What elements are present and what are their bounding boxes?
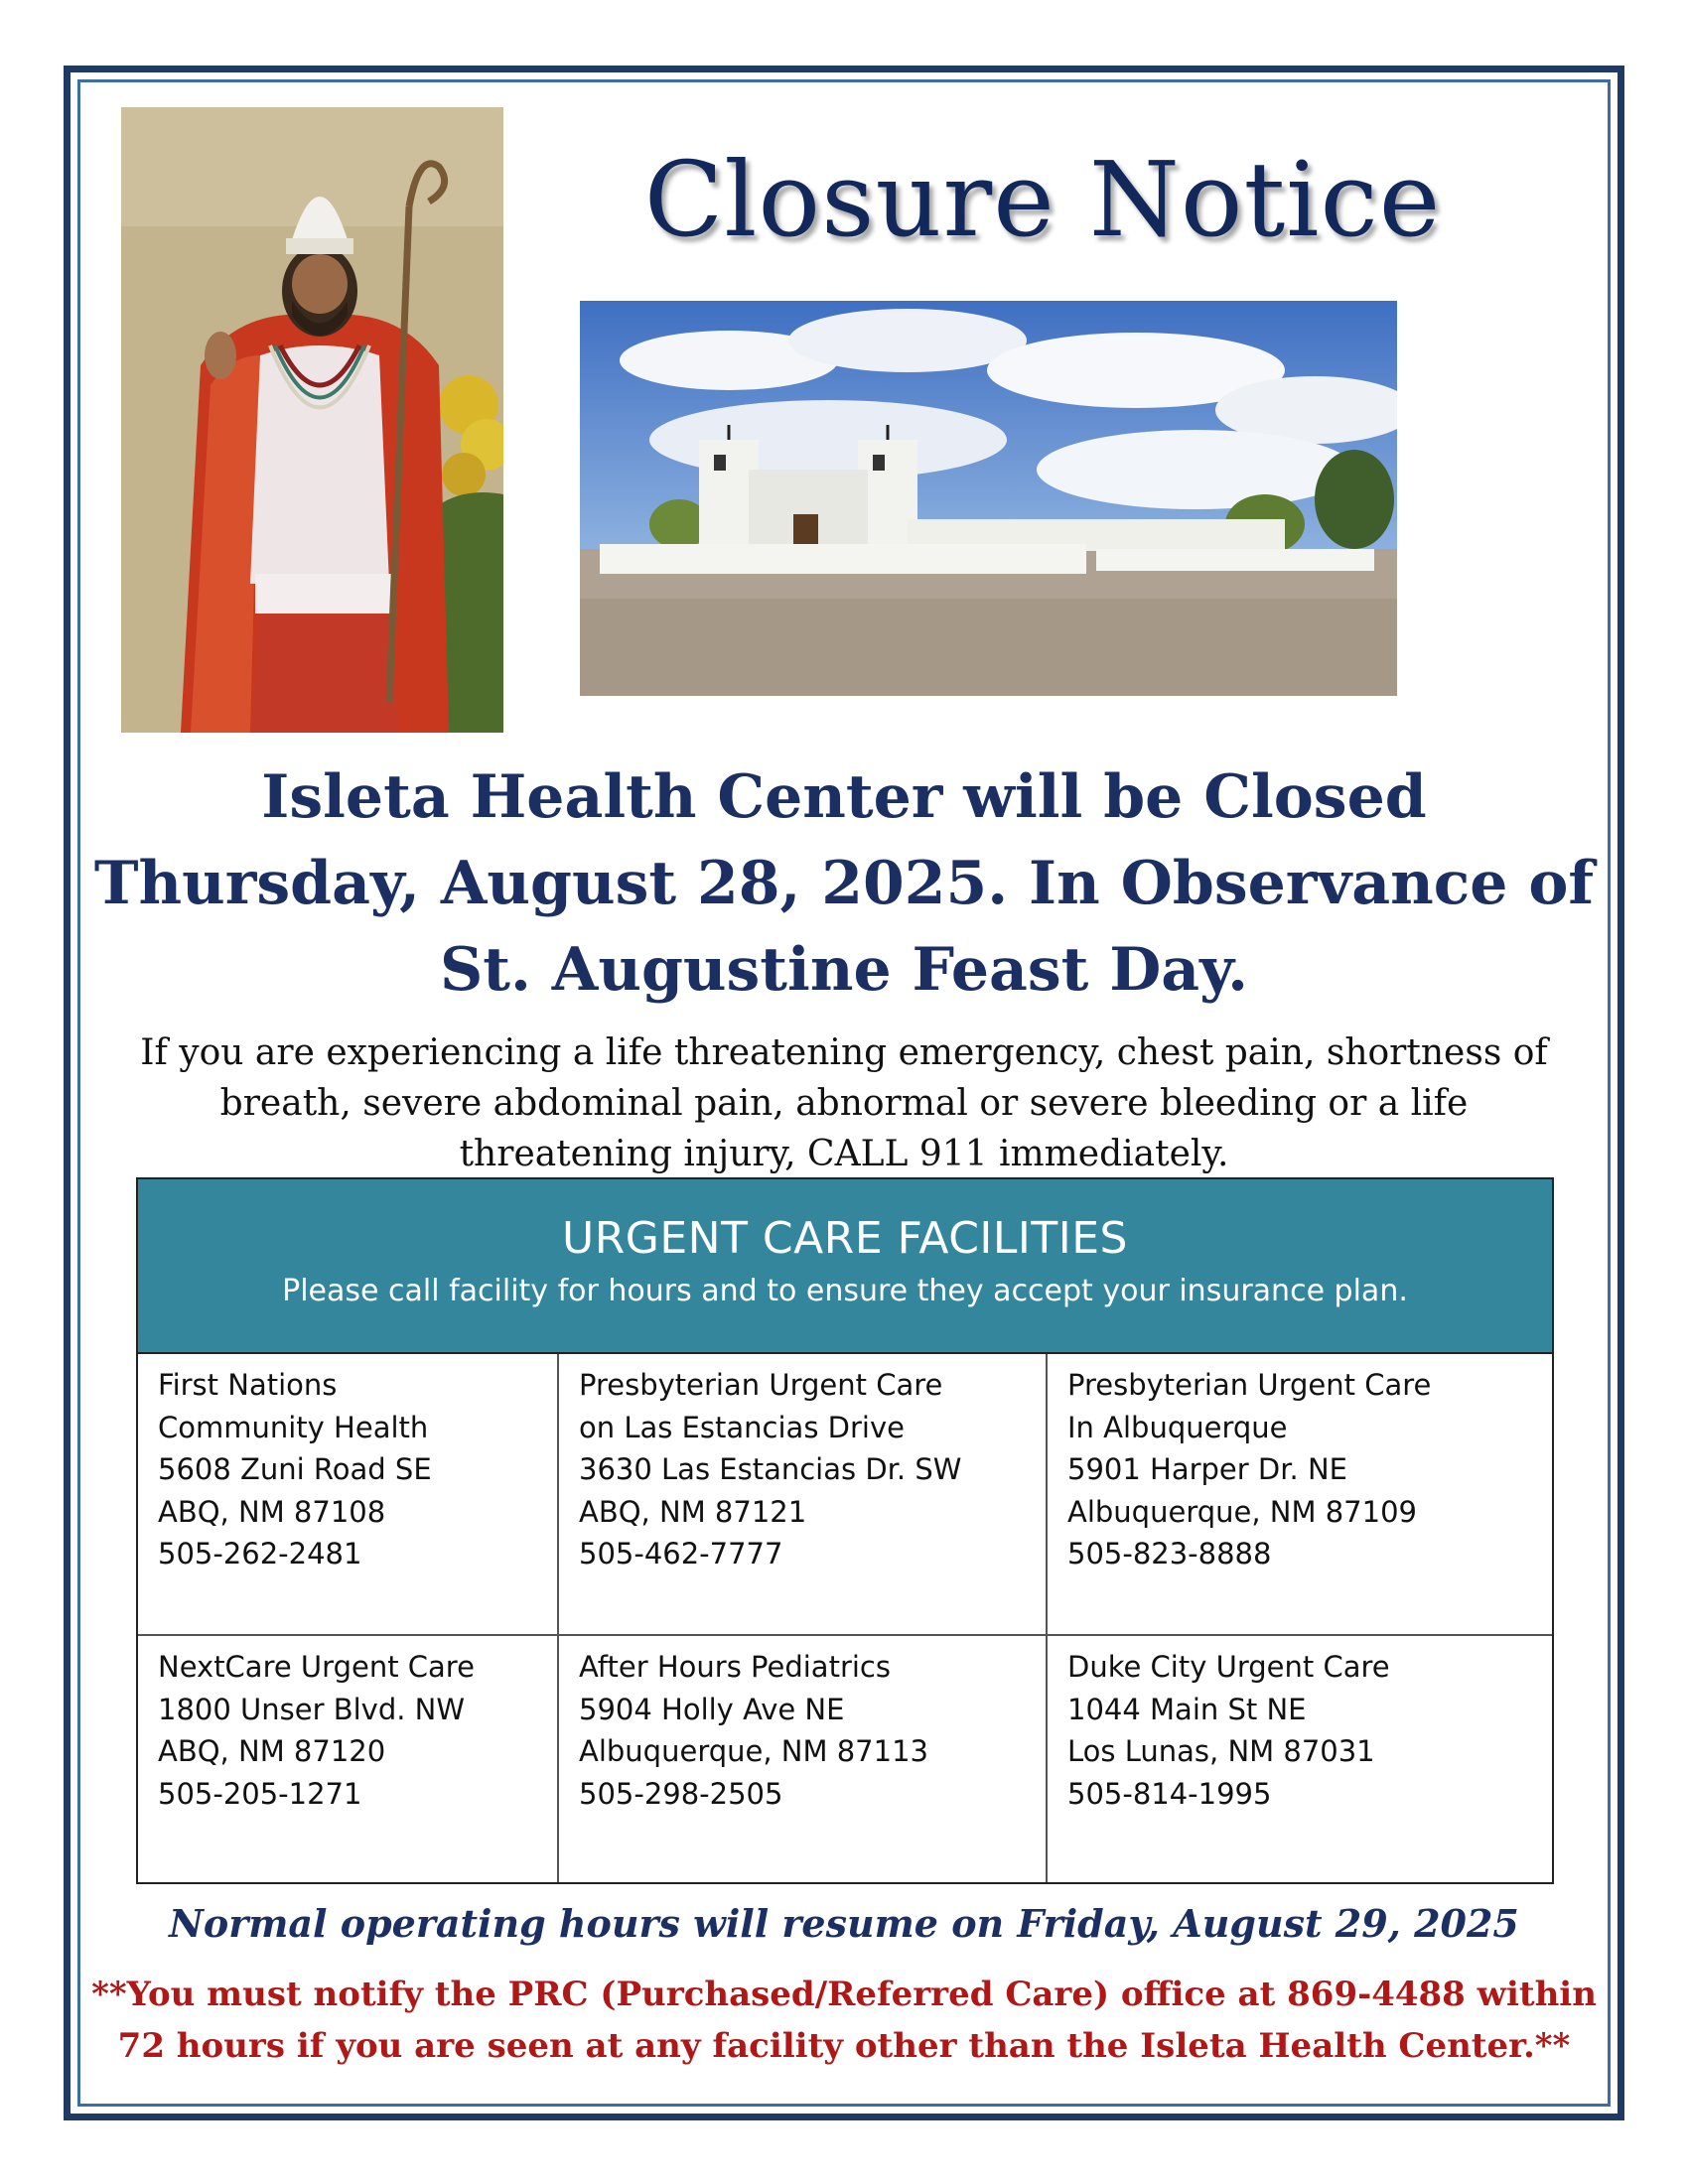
resume-hours-note: Normal operating hours will resume on Friday, August 29, 2025 [169, 1901, 1519, 1946]
facility-line: Community Health [158, 1410, 429, 1444]
urgent-care-subtitle: Please call facility for hours and to ensure they accept your insurance plan. [282, 1274, 1408, 1308]
urgent-care-table [136, 1352, 1554, 1884]
emergency-line: If you are experiencing a life threatening emergency, chest pain, shortness of [140, 1032, 1548, 1073]
prc-line: **You must notify the PRC (Purchased/Referred Care) office at 869-4488 within [91, 1975, 1597, 2014]
emergency-instructions [89, 1027, 1599, 1179]
isleta-mission-church-photo [580, 301, 1397, 696]
facility-line: Duke City Urgent Care [1067, 1650, 1390, 1684]
facility-cell [559, 1354, 1048, 1636]
facility-cell [1048, 1354, 1552, 1636]
facility-line: Albuquerque, NM 87113 [579, 1734, 928, 1768]
facility-cell [1048, 1636, 1552, 1882]
facility-line: 1044 Main St NE [1067, 1692, 1307, 1726]
facility-line: Albuquerque, NM 87109 [1067, 1494, 1417, 1529]
facility-line: 5904 Holly Ave NE [579, 1692, 845, 1726]
facility-line: ABQ, NM 87120 [158, 1734, 386, 1768]
facility-phone: 505-205-1271 [158, 1776, 362, 1811]
prc-line: 72 hours if you are seen at any facility other than the Isleta Health Center.** [117, 2026, 1571, 2066]
facility-phone: 505-262-2481 [158, 1537, 362, 1570]
closure-headline [89, 754, 1599, 1014]
facility-line: ABQ, NM 87108 [158, 1494, 386, 1529]
emergency-line: threatening injury, CALL 911 immediately. [459, 1134, 1229, 1174]
facility-line: ABQ, NM 87121 [579, 1494, 807, 1529]
facility-line: 1800 Unser Blvd. NW [158, 1692, 466, 1726]
facility-line: In Albuquerque [1067, 1410, 1288, 1444]
facility-cell [138, 1354, 559, 1636]
facility-line: Presbyterian Urgent Care [1067, 1368, 1432, 1402]
statue-illustration [121, 107, 503, 733]
urgent-care-title: URGENT CARE FACILITIES [561, 1213, 1128, 1264]
urgent-care-header [136, 1177, 1554, 1354]
headline-line: St. Augustine Feast Day. [439, 935, 1249, 1005]
prc-notice [89, 1969, 1599, 2072]
headline-line: Isleta Health Center will be Closed [261, 762, 1427, 832]
facility-cell [559, 1636, 1048, 1882]
facility-line: First Nations [158, 1368, 338, 1402]
facility-phone: 505-298-2505 [579, 1776, 783, 1811]
facility-line: 3630 Las Estancias Dr. SW [579, 1452, 962, 1486]
page-title: Closure Notice [643, 139, 1442, 260]
facility-cell [138, 1636, 559, 1882]
facility-phone: 505-823-8888 [1067, 1537, 1272, 1570]
saint-augustine-statue-image [121, 107, 503, 733]
facility-line: After Hours Pediatrics [579, 1650, 891, 1684]
facility-line: Presbyterian Urgent Care [579, 1368, 943, 1402]
facility-line: 5901 Harper Dr. NE [1067, 1452, 1347, 1486]
facility-line: 5608 Zuni Road SE [158, 1452, 432, 1486]
facility-phone: 505-462-7777 [579, 1537, 783, 1570]
facility-line: on Las Estancias Drive [579, 1410, 905, 1444]
headline-line: Thursday, August 28, 2025. In Observance of [93, 849, 1595, 918]
facility-phone: 505-814-1995 [1067, 1776, 1272, 1811]
facility-line: NextCare Urgent Care [158, 1650, 475, 1684]
emergency-line: breath, severe abdominal pain, abnormal or severe bleeding or a life [219, 1083, 1469, 1124]
facility-line: Los Lunas, NM 87031 [1067, 1734, 1375, 1768]
church-illustration [580, 301, 1397, 696]
